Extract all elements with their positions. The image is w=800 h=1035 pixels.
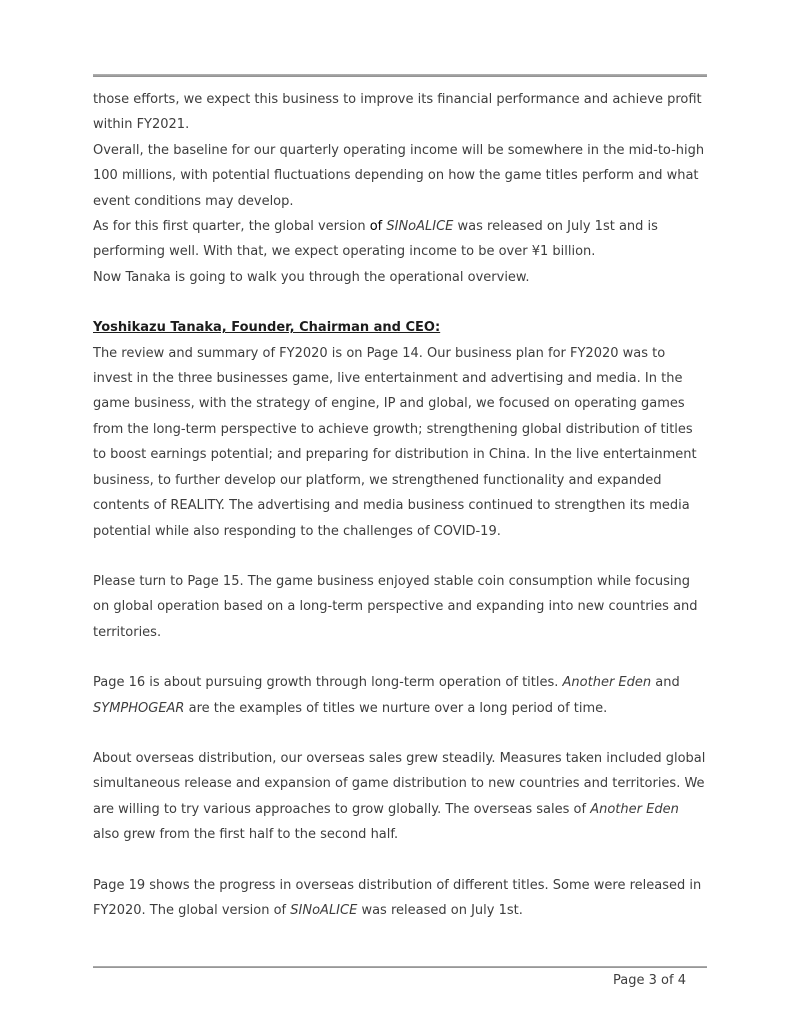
text-segment: was released on July 1st and is performing well. With that, we expect operating income to be over ¥1 billion. (93, 219, 658, 260)
title-name-text: Another Eden (590, 801, 679, 817)
page-number: Page 3 of 4 (613, 973, 686, 988)
text-segment: was released on July 1st. (357, 902, 523, 918)
document-body (93, 87, 707, 923)
text-segment: Page 19 shows the progress in overseas distribution of different titles. Some were released in FY2020. The global version of (93, 877, 702, 918)
paragraph (93, 873, 707, 924)
text-segment: those efforts, we expect this business to improve its financial performance and achieve profit within FY2021. (93, 92, 702, 133)
paragraph (93, 746, 707, 848)
text-segment: Now Tanaka is going to walk you through the operational overview. (93, 269, 530, 285)
title-name-text: SINoALICE (290, 902, 358, 918)
footer-rule (93, 966, 707, 968)
paragraph (93, 569, 707, 645)
text-segment: of (369, 219, 387, 235)
text-segment: Yoshikazu Tanaka, Founder, Chairman and CEO: (93, 320, 441, 336)
text-segment: also grew from the first half to the second half. (93, 827, 399, 843)
text-segment: Overall, the baseline for our quarterly operating income will be somewhere in the mid-to-high 100 millions, with potential fluctuations depending on how the game titles perform and what event conditions may develop. (93, 142, 705, 209)
paragraph (93, 670, 707, 721)
title-name-text: SYMPHOGEAR (93, 700, 185, 716)
text-segment: The review and summary of FY2020 is on Page 14. Our business plan for FY2020 was to invest in the three businesses game, live entertainment and advertising and media. In the game business, with the strategy of engine, IP and global, we focused on operating games from the long-term perspective to achieve growth; strengthening global distribution of titles to boost earnings potential; and preparing for distribution in China. In the live entertainment business, to further develop our platform, we strengthened functionality and expanded contents of REALITY. The advertising and media business continued to strengthen its media potential while also responding to the challenges of COVID-19. (93, 345, 697, 539)
paragraph (93, 265, 707, 290)
paragraph (93, 214, 707, 265)
text-segment: Page 16 is about pursuing growth through long-term operation of titles. (93, 675, 563, 691)
paragraph (93, 341, 707, 544)
text-segment: About overseas distribution, our overseas sales grew steadily. Measures taken included global simultaneous release and expansion of game distribution to new countries and territories. We are willing to try various approaches to grow globally. The overseas sales of (93, 750, 706, 817)
speaker-heading (93, 315, 707, 340)
title-name-text: SINoALICE (386, 219, 454, 235)
paragraph (93, 87, 707, 138)
text-segment: As for this first quarter, the global version (93, 219, 370, 235)
title-name-text: Another Eden (562, 675, 652, 691)
text-segment: Please turn to Page 15. The game business enjoyed stable coin consumption while focusing on global operation based on a long-term perspective and expanding into new countries and territories. (93, 573, 698, 640)
text-segment: and (651, 675, 680, 691)
header-rule (93, 74, 707, 77)
paragraph (93, 138, 707, 214)
text-segment: are the examples of titles we nurture over a long period of time. (184, 700, 608, 716)
